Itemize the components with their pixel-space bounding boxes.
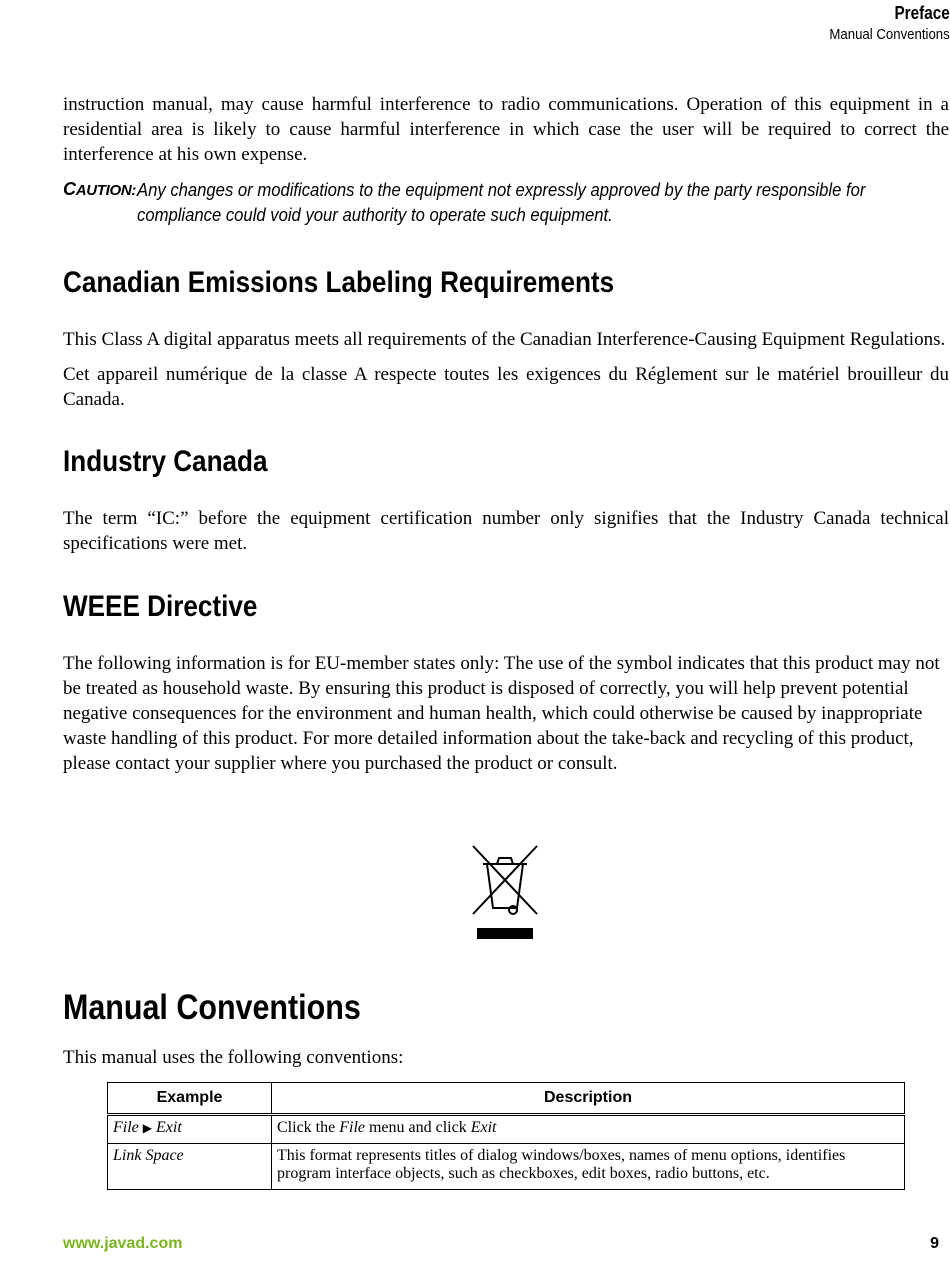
heading-industry-canada: Industry Canada [63,445,268,478]
example-cell: Link Space [108,1144,272,1190]
table-header-row [108,1083,905,1115]
conventions-intro: This manual uses the following conventions: [63,1047,404,1068]
industry-paragraph: The term “IC:” before the equipment certification number only signifies that the Industry Canada technical specifications were met. [63,508,949,554]
page-number: 9 [930,1235,939,1252]
column-header-example: Example [108,1083,272,1115]
example-cell: File ▶ Exit [108,1115,272,1144]
canadian-paragraph-fr: Cet appareil numérique de la classe A respecte toutes les exigences du Réglement sur le matériel brouilleur du Canada. [63,364,949,410]
section-title: Manual Conventions [829,26,950,43]
menu-arrow-icon: ▶ [142,1121,152,1135]
weee-crossed-bin-icon [471,842,539,942]
column-header-description: Description [272,1083,905,1115]
intro-paragraph: instruction manual, may cause harmful interference to radio communications. Operation of this equipment in a residential area is likely to cause harmful interference in which case the user will be required to correct the interference at his own expense. [63,94,949,165]
table-row [108,1144,905,1190]
caution-note [63,177,949,227]
caution-text: Any changes or modifications to the equipment not expressly approved by the party responsible for compliance could void your authority to operate such equipment. [137,179,866,225]
conventions-table [107,1082,905,1190]
footer-website-link[interactable]: www.javad.com [63,1235,183,1252]
page-content [63,92,949,786]
canadian-paragraph-en: This Class A digital apparatus meets all requirements of the Canadian Interference-Causing Equipment Regulations. [63,329,946,350]
description-cell: This format represents titles of dialog windows/boxes, names of menu options, identifies program interface objects, such as checkboxes, edit boxes, radio buttons, etc. [272,1144,905,1190]
heading-manual-conventions: Manual Conventions [63,988,361,1027]
running-header [813,2,950,46]
weee-paragraph: The following information is for EU-member states only: The use of the symbol indicates that this product may not be treated as household waste. By ensuring this product is disposed of correctly, you will help prevent potential negative consequences for the environment and human health, which could otherwise be caused by inappropriate waste handling of this product. For more detailed information about the take-back and recycling of this product, please contact your supplier where you purchased the product or consult. [63,653,940,774]
heading-canadian-emissions: Canadian Emissions Labeling Requirements [63,266,615,299]
chapter-title: Preface [894,3,950,23]
heading-weee: WEEE Directive [63,590,258,623]
caution-label: CAUTION: [63,179,137,199]
table-row [108,1115,905,1144]
description-cell: Click the File menu and click Exit [272,1115,905,1144]
